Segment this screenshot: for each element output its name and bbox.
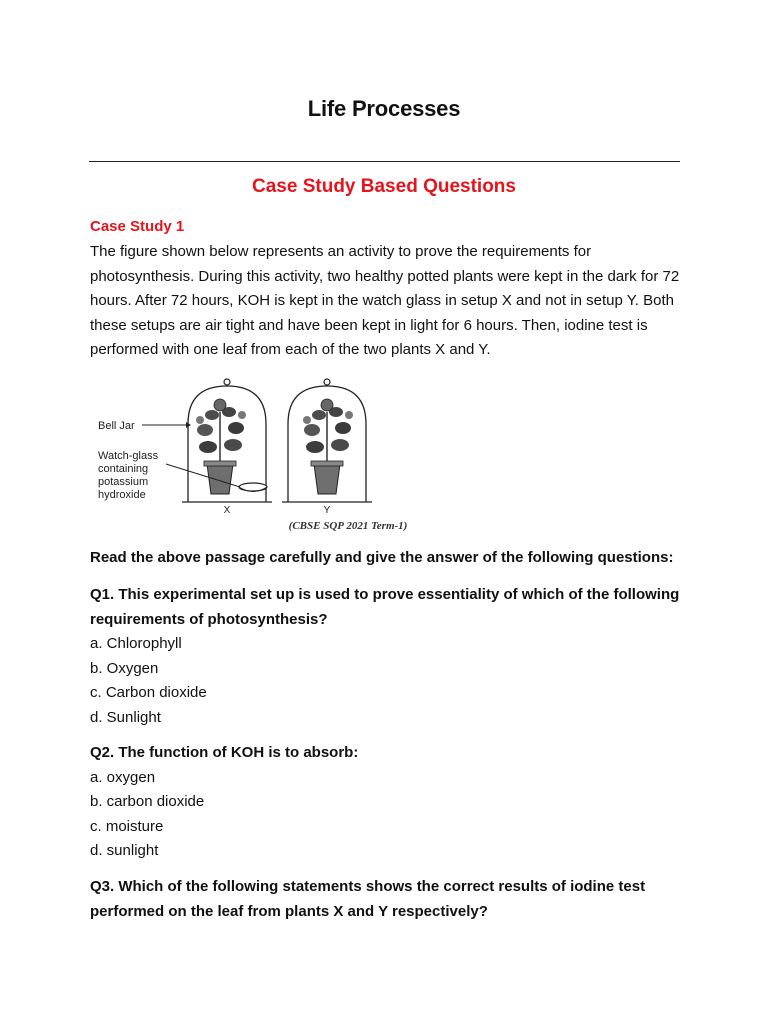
question-3	[90, 875, 690, 924]
option-b: b. carbon dioxide	[90, 793, 205, 810]
option-b: b. Oxygen	[90, 659, 159, 677]
watch-glass-label-3: potassium	[98, 476, 149, 488]
question-2	[90, 741, 690, 864]
section-heading: Case Study Based Questions	[252, 176, 516, 197]
case-study-label: Case Study 1	[90, 218, 185, 235]
plant-y	[303, 399, 353, 494]
experiment-figure	[90, 372, 430, 537]
figure-caption: (CBSE SQP 2021 Term-1)	[288, 520, 408, 532]
case-passage: The figure shown below represents an activity to prove the requirements for photosynthesis. During this activity, two healthy potted plants were kept in the dark for 72 hours. After 72 hours, KOH is kept in the watch glass in setup X and not in setup Y. Both these setups are air tight and have been kept in light for 6 hours. Then, iodine test is performed with one leaf from each of the two plants X and Y.	[90, 243, 680, 358]
question-text: Q3. Which of the following statements shows the correct results of iodine test performed on the leaf from plants X and Y respectively?	[90, 878, 646, 920]
option-d: d. sunlight	[90, 842, 159, 859]
watch-glass-label-1: Watch-glass	[98, 450, 159, 462]
watch-glass-label-2: containing	[98, 463, 149, 475]
question-text: Q2. The function of KOH is to absorb:	[90, 744, 359, 761]
question-text: Q1. This experimental set up is used to prove essentiality of which of the following requirements of photosynthesis?	[90, 586, 680, 628]
setup-x-label: X	[223, 505, 231, 516]
option-c: c. moisture	[90, 817, 164, 835]
watch-glass-label-4: hydroxide	[98, 489, 146, 501]
plant-x	[196, 399, 246, 494]
option-a: a. Chlorophyll	[90, 635, 182, 652]
instruction-prompt: Read the above passage carefully and give the answer of the following questions:	[90, 549, 674, 566]
option-d: d. Sunlight	[90, 708, 161, 726]
watch-glass	[239, 483, 267, 492]
question-1	[90, 583, 690, 730]
bell-jar-label: Bell Jar	[98, 420, 135, 432]
option-c: c. Carbon dioxide	[90, 684, 207, 701]
option-a: a. oxygen	[90, 768, 156, 786]
page-title: Life Processes	[307, 96, 461, 121]
horizontal-rule	[89, 161, 680, 162]
setup-y-label: Y	[323, 505, 331, 516]
